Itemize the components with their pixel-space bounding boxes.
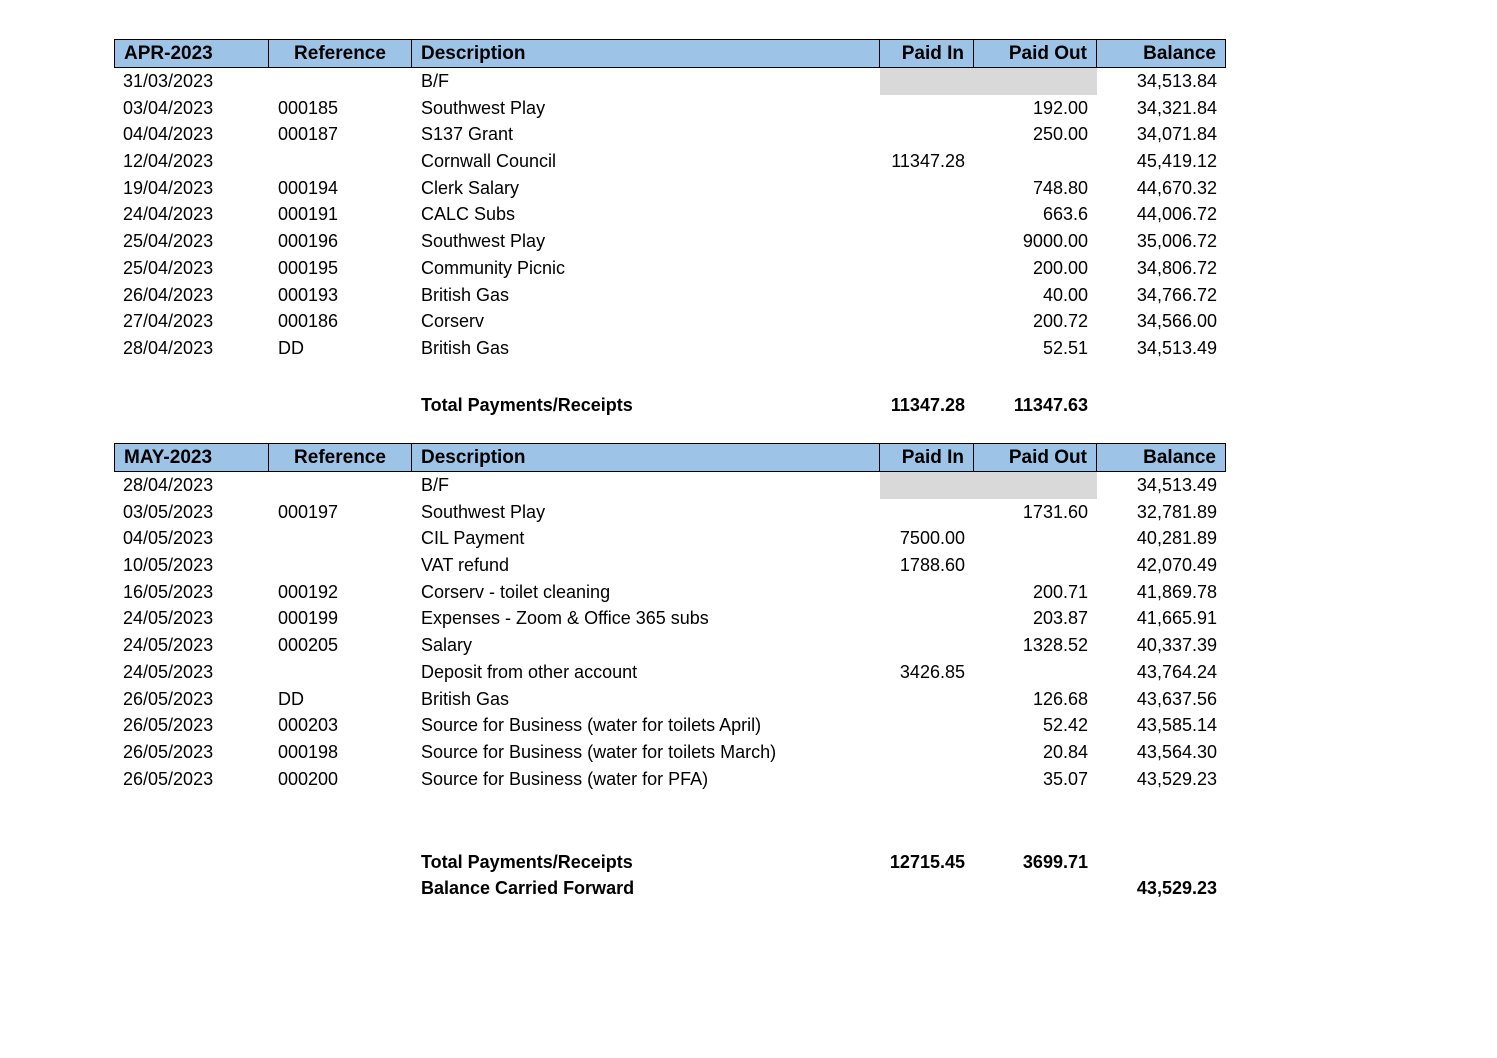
cell-date: 31/03/2023 xyxy=(123,71,214,91)
total-label: Total Payments/Receipts xyxy=(421,852,633,872)
table-row xyxy=(114,552,1226,579)
cell-paid-out xyxy=(974,659,1097,686)
cell-balance: 45,419.12 xyxy=(1136,151,1217,172)
cell-balance: 34,321.84 xyxy=(1136,97,1217,118)
cell-date: 24/05/2023 xyxy=(123,661,214,682)
table-header xyxy=(114,39,1226,68)
table-row xyxy=(114,121,1226,148)
cell-date: 19/04/2023 xyxy=(123,177,214,198)
table-row xyxy=(114,282,1226,309)
cell-paid-in xyxy=(880,201,974,228)
table-row xyxy=(114,255,1226,282)
cell-description: CIL Payment xyxy=(421,528,525,549)
table-row xyxy=(114,201,1226,228)
cell-description: CALC Subs xyxy=(421,204,516,225)
cell-description: Clerk Salary xyxy=(421,177,520,198)
cell-balance: 43,637.56 xyxy=(1136,688,1217,709)
cell-date: 03/05/2023 xyxy=(123,501,214,522)
cell-paid-in: 7500.00 xyxy=(899,528,965,549)
cell-description: British Gas xyxy=(421,337,510,358)
cell-description: B/F xyxy=(421,475,450,495)
cell-date: 04/05/2023 xyxy=(123,528,214,549)
cell-paid-in xyxy=(880,68,974,95)
carried-forward-label: Balance Carried Forward xyxy=(421,878,635,898)
cell-description: British Gas xyxy=(421,688,510,709)
table-row xyxy=(114,148,1226,175)
cell-paid-out: 203.87 xyxy=(1032,608,1088,629)
cell-description: Community Picnic xyxy=(421,257,566,278)
cell-reference: 000187 xyxy=(278,124,339,145)
table-row xyxy=(114,335,1226,362)
header-paid-out: Paid Out xyxy=(974,39,1097,68)
table-row xyxy=(114,308,1226,335)
table-row xyxy=(114,499,1226,526)
ledger-may-2023 xyxy=(114,443,1226,792)
header-description: Description xyxy=(412,39,880,68)
cell-paid-out: 52.42 xyxy=(1042,715,1088,736)
cell-paid-in xyxy=(880,472,974,499)
cell-date: 26/05/2023 xyxy=(123,715,214,736)
cell-reference: 000197 xyxy=(278,501,339,522)
cell-balance: 41,665.91 xyxy=(1136,608,1217,629)
cell-reference: 000195 xyxy=(278,257,339,278)
cell-paid-in xyxy=(880,308,974,335)
cell-description: Salary xyxy=(421,635,473,656)
cell-date: 04/04/2023 xyxy=(123,124,214,145)
cell-balance: 34,766.72 xyxy=(1136,284,1217,305)
cell-description: Southwest Play xyxy=(421,97,546,118)
cell-description: Cornwall Council xyxy=(421,151,557,172)
cell-paid-out xyxy=(974,525,1097,552)
table-row xyxy=(114,632,1226,659)
cell-paid-out: 663.6 xyxy=(1042,204,1088,225)
cell-paid-in xyxy=(880,228,974,255)
cell-paid-out: 192.00 xyxy=(1032,97,1088,118)
cell-balance: 44,670.32 xyxy=(1136,177,1217,198)
cell-description: S137 Grant xyxy=(421,124,514,145)
cell-reference: 000186 xyxy=(278,311,339,332)
cell-balance: 34,071.84 xyxy=(1136,124,1217,145)
cell-date: 10/05/2023 xyxy=(123,555,214,576)
cell-paid-in: 11347.28 xyxy=(891,151,965,172)
cell-paid-out: 1328.52 xyxy=(1022,635,1088,656)
may-carried-forward-row xyxy=(114,875,1226,901)
table-row xyxy=(114,68,1226,95)
cell-paid-out: 35.07 xyxy=(1042,768,1088,789)
cell-balance: 44,006.72 xyxy=(1136,204,1217,225)
cell-paid-in: 3426.85 xyxy=(899,661,965,682)
cell-balance: 34,566.00 xyxy=(1136,311,1217,332)
header-paid-out: Paid Out xyxy=(974,443,1097,472)
cell-balance: 43,564.30 xyxy=(1136,741,1217,762)
total-paid-in: 12715.45 xyxy=(889,852,965,872)
cell-balance: 43,764.24 xyxy=(1136,661,1217,682)
cell-date: 03/04/2023 xyxy=(123,97,214,118)
cell-balance: 43,529.23 xyxy=(1136,768,1217,789)
cell-date: 26/05/2023 xyxy=(123,741,214,762)
total-paid-out: 11347.63 xyxy=(1013,395,1088,415)
cell-paid-in xyxy=(880,95,974,122)
cell-reference xyxy=(269,525,412,552)
table-row xyxy=(114,739,1226,766)
cell-paid-in xyxy=(880,712,974,739)
cell-reference: 000192 xyxy=(278,581,339,602)
table-body xyxy=(114,472,1226,792)
cell-reference xyxy=(269,472,412,499)
cell-paid-out: 52.51 xyxy=(1042,337,1088,358)
table-row xyxy=(114,686,1226,713)
cell-balance: 43,585.14 xyxy=(1136,715,1217,736)
cell-date: 16/05/2023 xyxy=(123,581,214,602)
cell-paid-out xyxy=(974,552,1097,579)
cell-date: 26/05/2023 xyxy=(123,768,214,789)
cell-paid-out xyxy=(974,148,1097,175)
cell-paid-out xyxy=(974,68,1097,95)
cell-description: Source for Business (water for toilets March) xyxy=(421,741,777,762)
table-row xyxy=(114,605,1226,632)
cell-paid-out: 40.00 xyxy=(1042,284,1088,305)
cell-balance: 42,070.49 xyxy=(1136,555,1217,576)
cell-date: 28/04/2023 xyxy=(123,475,214,495)
cell-reference: 000194 xyxy=(278,177,339,198)
cell-reference: 000200 xyxy=(278,768,339,789)
cell-description: British Gas xyxy=(421,284,510,305)
cell-paid-in: 1788.60 xyxy=(899,555,965,576)
cell-reference: 000191 xyxy=(278,204,339,225)
apr-total-row xyxy=(114,392,1226,418)
cell-date: 24/04/2023 xyxy=(123,204,214,225)
header-paid-in: Paid In xyxy=(880,39,974,68)
cell-paid-out: 250.00 xyxy=(1032,124,1088,145)
cell-balance: 34,806.72 xyxy=(1136,257,1217,278)
cell-paid-out: 9000.00 xyxy=(1022,231,1088,252)
cell-reference xyxy=(269,552,412,579)
cell-paid-in xyxy=(880,335,974,362)
cell-paid-in xyxy=(880,121,974,148)
carried-forward-balance: 43,529.23 xyxy=(1136,878,1217,898)
cell-description: Southwest Play xyxy=(421,231,546,252)
total-paid-in: 11347.28 xyxy=(890,395,965,415)
cell-paid-in xyxy=(880,605,974,632)
header-month: APR-2023 xyxy=(114,39,269,68)
cell-paid-in xyxy=(880,282,974,309)
table-body xyxy=(114,68,1226,362)
cell-balance: 34,513.49 xyxy=(1136,475,1217,495)
cell-date: 27/04/2023 xyxy=(123,311,214,332)
cell-paid-in xyxy=(880,739,974,766)
cell-paid-out xyxy=(974,472,1097,499)
cell-balance: 41,869.78 xyxy=(1136,581,1217,602)
table-row xyxy=(114,712,1226,739)
cell-balance: 34,513.49 xyxy=(1136,337,1217,358)
cell-date: 24/05/2023 xyxy=(123,608,214,629)
cell-paid-out: 200.00 xyxy=(1032,257,1088,278)
table-row xyxy=(114,175,1226,202)
table-row xyxy=(114,659,1226,686)
cell-reference: 000199 xyxy=(278,608,339,629)
cell-paid-in xyxy=(880,686,974,713)
cell-balance: 40,337.39 xyxy=(1136,635,1217,656)
table-row xyxy=(114,766,1226,793)
table-row xyxy=(114,228,1226,255)
cell-description: Southwest Play xyxy=(421,501,546,522)
cell-description: Expenses - Zoom & Office 365 subs xyxy=(421,608,709,629)
cell-description: Corserv - toilet cleaning xyxy=(421,581,611,602)
ledger-apr-2023 xyxy=(114,39,1226,362)
header-reference: Reference xyxy=(269,39,412,68)
cell-paid-in xyxy=(880,766,974,793)
cell-paid-in xyxy=(880,499,974,526)
cell-reference: 000185 xyxy=(278,97,339,118)
cell-description: VAT refund xyxy=(421,555,510,576)
cell-description: Source for Business (water for PFA) xyxy=(421,768,709,789)
cell-paid-out: 200.72 xyxy=(1032,311,1088,332)
total-label: Total Payments/Receipts xyxy=(421,395,633,415)
cell-paid-out: 748.80 xyxy=(1032,177,1088,198)
cell-date: 25/04/2023 xyxy=(123,231,214,252)
cell-reference xyxy=(269,659,412,686)
cell-reference: DD xyxy=(278,337,304,358)
cell-date: 26/04/2023 xyxy=(123,284,214,305)
cell-paid-out: 126.68 xyxy=(1032,688,1088,709)
cell-reference: 000193 xyxy=(278,284,339,305)
table-row xyxy=(114,95,1226,122)
header-paid-in: Paid In xyxy=(880,443,974,472)
cell-reference: 000198 xyxy=(278,741,339,762)
cell-reference xyxy=(269,68,412,95)
header-balance: Balance xyxy=(1097,39,1226,68)
cell-balance: 34,513.84 xyxy=(1136,71,1217,91)
header-balance: Balance xyxy=(1097,443,1226,472)
header-month: MAY-2023 xyxy=(114,443,269,472)
header-reference: Reference xyxy=(269,443,412,472)
cell-balance: 32,781.89 xyxy=(1136,501,1217,522)
table-row xyxy=(114,472,1226,499)
may-total-row xyxy=(114,849,1226,875)
cell-balance: 35,006.72 xyxy=(1136,231,1217,252)
table-header xyxy=(114,443,1226,472)
header-description: Description xyxy=(412,443,880,472)
cell-reference: 000196 xyxy=(278,231,339,252)
cell-balance: 40,281.89 xyxy=(1136,528,1217,549)
table-row xyxy=(114,579,1226,606)
cell-date: 25/04/2023 xyxy=(123,257,214,278)
cell-paid-in xyxy=(880,579,974,606)
cell-paid-in xyxy=(880,255,974,282)
cell-reference: 000205 xyxy=(278,635,339,656)
total-paid-out: 3699.71 xyxy=(1022,852,1088,872)
cell-date: 26/05/2023 xyxy=(123,688,214,709)
cell-paid-in xyxy=(880,175,974,202)
cell-description: B/F xyxy=(421,71,450,91)
cell-paid-out: 1731.60 xyxy=(1022,501,1088,522)
cell-paid-out: 20.84 xyxy=(1042,741,1088,762)
cell-reference: DD xyxy=(278,688,304,709)
cell-reference: 000203 xyxy=(278,715,339,736)
cell-date: 28/04/2023 xyxy=(123,337,214,358)
table-row xyxy=(114,525,1226,552)
cell-date: 12/04/2023 xyxy=(123,151,214,172)
cell-description: Source for Business (water for toilets April) xyxy=(421,715,762,736)
cell-reference xyxy=(269,148,412,175)
cell-description: Deposit from other account xyxy=(421,661,638,682)
cell-paid-out: 200.71 xyxy=(1032,581,1088,602)
cell-date: 24/05/2023 xyxy=(123,635,214,656)
cell-description: Corserv xyxy=(421,311,485,332)
cell-paid-in xyxy=(880,632,974,659)
